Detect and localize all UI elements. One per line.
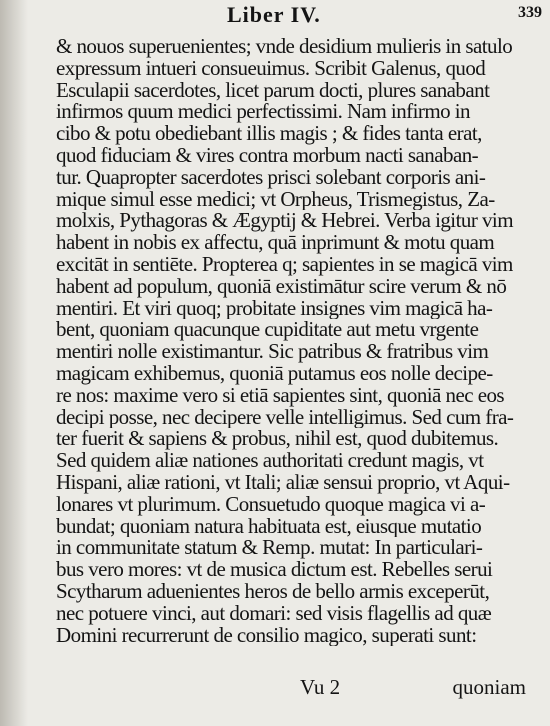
text-line: bundat; quoniam natura habituata est, eiusque mutatio <box>56 515 482 538</box>
catchword: quoniam <box>452 675 526 699</box>
signature-mark: Vu 2 <box>300 675 341 699</box>
text-line: molxis, Pythagoras & Ægyptij & Hebrei. Verba igitur vim <box>56 210 513 233</box>
text-line: re nos: maxime vero si etiā sapientes sint, quoniā nec eos <box>56 384 505 407</box>
text-line: bent, quoniam quacunque cupiditate aut metu vrgente <box>56 319 479 342</box>
text-line: excitāt in sentiēte. Propterea q; sapientes in se magicā vim <box>56 253 513 276</box>
text-line: in communitate statum & Remp. mutat: In particulari- <box>56 537 483 560</box>
text-line: Domini recurrerunt de consilio magico, superati sunt: <box>56 624 477 647</box>
text-line: Esculapii sacerdotes, licet parum docti, plures sanabant <box>56 79 490 102</box>
gutter-shadow <box>0 0 28 726</box>
page-header <box>0 2 550 32</box>
text-line: infirmos quum medici perfectissimi. Nam infirmo in <box>56 101 471 124</box>
text-line: mentiri. Et viri quoq; probitate insignes vim magicā ha- <box>56 297 493 320</box>
text-line: habent ad populum, quoniā existimātur scire verum & nō <box>56 275 507 298</box>
page-footer <box>0 675 550 705</box>
text-line: bus vero mores: vt de musica dictum est. Rebelles serui <box>56 559 493 581</box>
text-line: decipi posse, nec decipere velle intelligimus. Sed cum fra- <box>56 406 514 429</box>
text-line: habent in nobis ex affectu, quā inprimunt & motu quam <box>56 232 495 254</box>
text-line: quod fiduciam & vires contra morbum nacti sanaban- <box>56 144 479 167</box>
text-line: Hispani, aliæ rationi, vt Itali; aliæ sensui proprio, vt Aqui- <box>56 471 510 494</box>
text-line: magicam exhibemus, quoniā putamus eos nolle decipe- <box>56 362 493 385</box>
text-line: lonares vt plurimum. Consuetudo quoque magica vi a- <box>56 493 486 516</box>
text-line: cibo & potu obediebant illis magis ; & fides tanta erat, <box>56 123 482 145</box>
text-line: Scytharum aduenientes heros de bello armis exceperūt, <box>56 580 490 603</box>
text-line: mentiri nolle existimantur. Sic patribus & fratribus vim <box>56 341 489 363</box>
running-head: Liber IV. <box>227 2 321 27</box>
page-number: 339 <box>518 4 542 21</box>
text-line: mique simul esse medici; vt Orpheus, Trismegistus, Za- <box>56 188 495 211</box>
text-line: Sed quidem aliæ nationes authoritati credunt magis, vt <box>56 450 484 472</box>
body-text <box>56 36 534 646</box>
text-line: nec potuere vinci, aut domari: sed visis flagellis ad quæ <box>56 602 492 625</box>
text-line: expressum intueri consueuimus. Scribit Galenus, quod <box>56 57 486 80</box>
text-line: & nouos superuenientes; vnde desidium mulieris in satulo <box>56 36 513 58</box>
text-line: tur. Quapropter sacerdotes prisci solebant corporis ani- <box>56 166 486 189</box>
text-line: ter fuerit & sapiens & probus, nihil est, quod dubitemus. <box>56 428 499 451</box>
